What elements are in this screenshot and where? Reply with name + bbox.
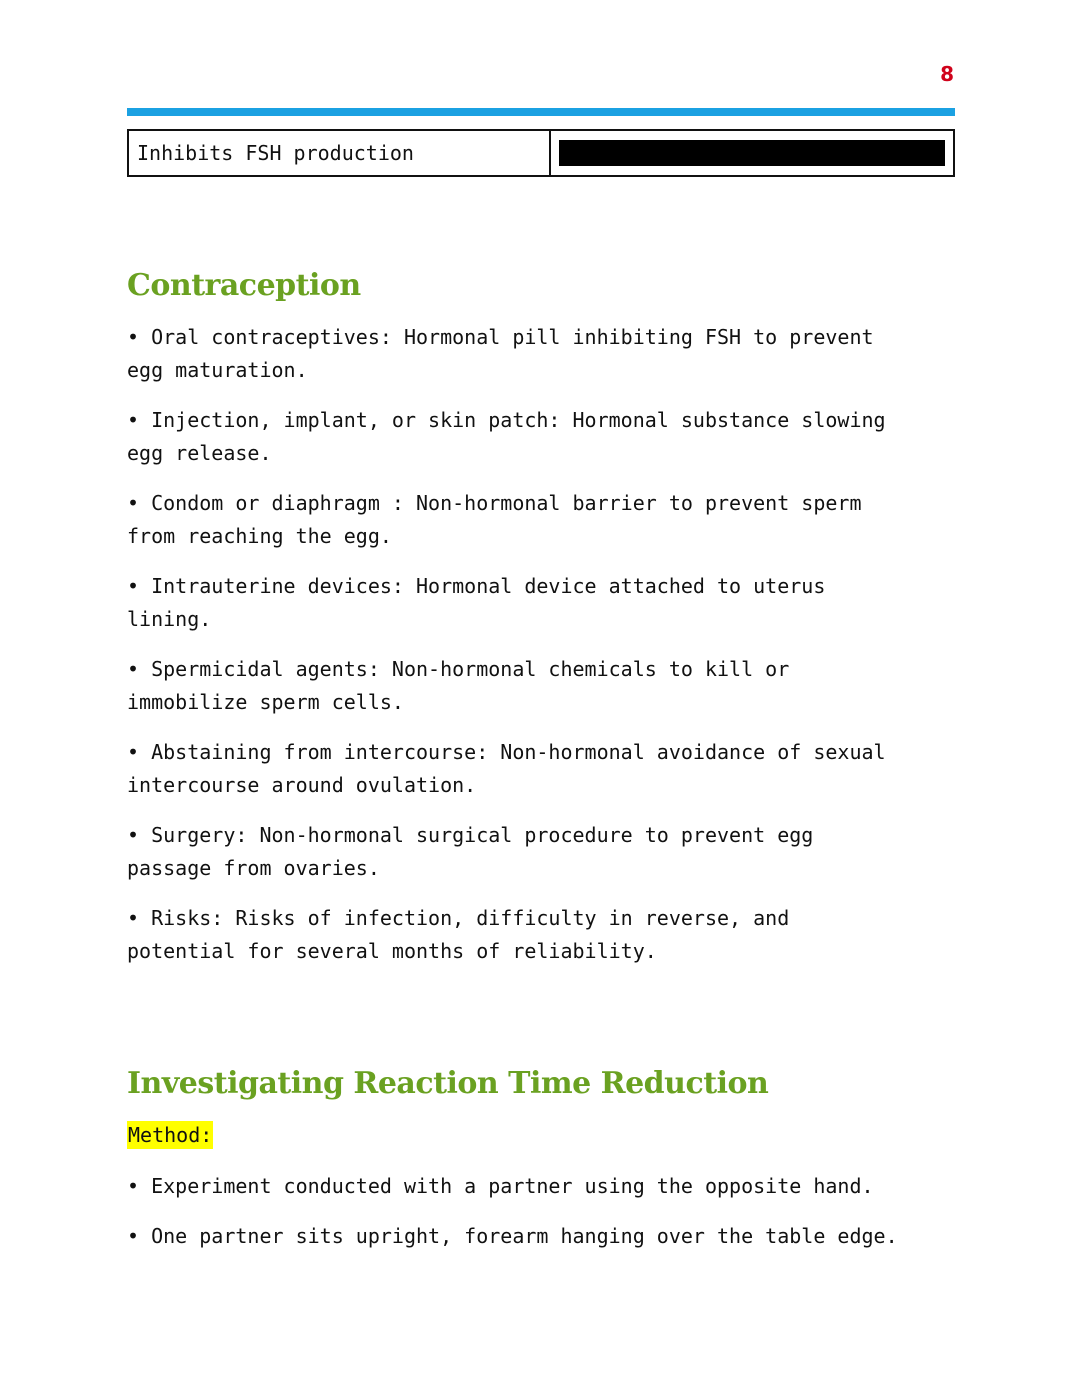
list-item: • Injection, implant, or skin patch: Hormonal substance slowing egg release. <box>127 408 886 465</box>
list-item: • Spermicidal agents: Non-hormonal chemicals to kill or immobilize sperm cells. <box>127 657 790 714</box>
contraception-list <box>127 321 947 985</box>
header-rule <box>127 108 955 116</box>
list-item: • Intrauterine devices: Hormonal device attached to uterus lining. <box>127 574 826 631</box>
section-title-reaction-time: Investigating Reaction Time Reduction <box>127 1066 769 1101</box>
list-item: • Oral contraceptives: Hormonal pill inhibiting FSH to prevent egg maturation. <box>127 325 874 382</box>
list-item: • Abstaining from intercourse: Non-hormonal avoidance of sexual intercourse around ovulation. <box>127 740 886 797</box>
section-title-contraception: Contraception <box>127 268 361 303</box>
info-table <box>127 129 955 177</box>
list-item: • Condom or diaphragm : Non-hormonal barrier to prevent sperm from reaching the egg. <box>127 491 862 548</box>
list-item: • Experiment conducted with a partner using the opposite hand. <box>127 1174 874 1198</box>
table-cell-text: Inhibits FSH production <box>128 130 550 176</box>
redaction-bar <box>559 140 945 166</box>
list-item: • Risks: Risks of infection, difficulty in reverse, and potential for several months of reliability. <box>127 906 790 963</box>
list-item: • Surgery: Non-hormonal surgical procedure to prevent egg passage from ovaries. <box>127 823 814 880</box>
table-cell-redacted <box>550 130 954 176</box>
table-row <box>128 130 954 176</box>
method-list <box>127 1170 947 1270</box>
page-number: 8 <box>940 62 954 86</box>
list-item: • One partner sits upright, forearm hanging over the table edge. <box>127 1224 898 1248</box>
method-label: Method: <box>128 1123 213 1147</box>
